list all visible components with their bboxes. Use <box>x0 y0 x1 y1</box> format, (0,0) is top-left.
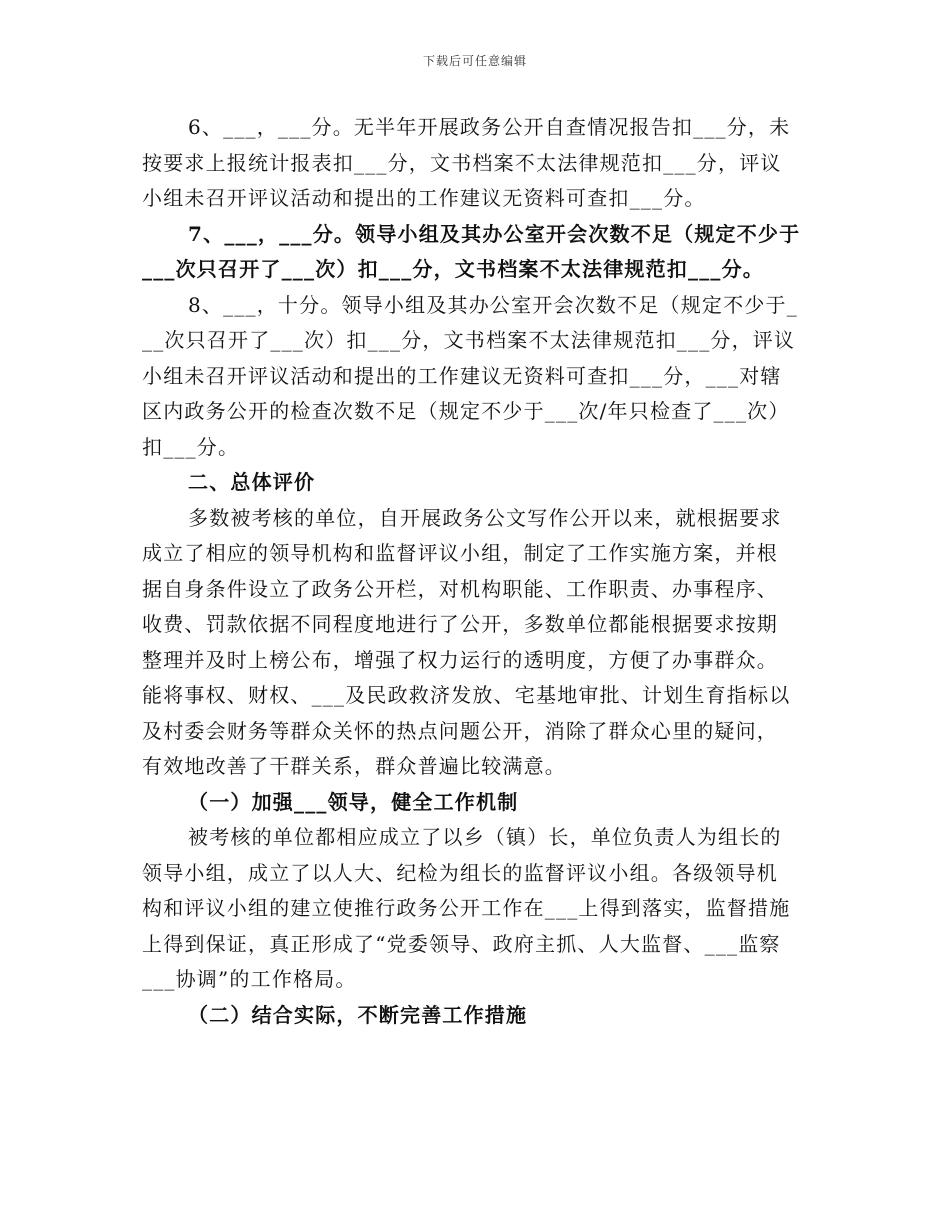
text-line <box>142 856 810 892</box>
download-note: 下载后可任意编辑 <box>422 54 527 68</box>
text-line <box>142 607 810 643</box>
eval-line-4: 收费、罚款依据不同程度地进行了公开，多数单位都能根据要求按期 <box>142 612 778 636</box>
section-heading-text: 二、总体评价 <box>188 470 316 494</box>
text-line <box>142 927 810 963</box>
item-8-line-2: __次只召开了___次）扣___分，文书档案不太法律规范扣___分，评议 <box>142 328 796 352</box>
text-line <box>142 678 810 714</box>
text-line <box>142 323 810 359</box>
item-6-line-3: 小组未召开评议活动和提出的工作建议无资料可查扣___分。 <box>142 186 706 210</box>
text-line <box>142 288 810 324</box>
eval-line-5: 整理并及时上榜公布，增强了权力运行的透明度，方便了办事群众。 <box>142 647 778 672</box>
text-line <box>142 394 810 430</box>
text-line <box>142 749 810 785</box>
item-7-line-1: 7、___，___分。领导小组及其办公室开会次数不足（规定不少于 <box>188 221 801 246</box>
text-line <box>142 252 810 288</box>
text-line <box>142 536 810 572</box>
text-line <box>142 891 810 927</box>
item-8-line-3: 小组未召开评议活动和提出的工作建议无资料可查扣___分，___对辖 <box>142 363 782 388</box>
paragraph-subsection-1 <box>142 820 810 998</box>
section-heading <box>142 465 810 501</box>
document-body <box>142 110 810 1033</box>
text-line <box>142 217 810 253</box>
text-line <box>142 643 810 679</box>
text-line <box>142 572 810 608</box>
text-line <box>142 820 810 856</box>
subsection-heading <box>142 998 810 1034</box>
text-line <box>142 501 810 537</box>
item-7-line-2: ___次只召开了___次）扣___分，文书档案不太法律规范扣___分。 <box>142 257 764 281</box>
eval-line-7: 及村委会财务等群众关怀的热点问题公开，消除了群众心里的疑问， <box>142 718 778 743</box>
text-line <box>142 146 810 182</box>
subsection-2-title: （二）结合实际，不断完善工作措施 <box>188 1002 528 1027</box>
item-8-line-5: 扣___分。 <box>142 434 240 459</box>
sub1-line-1: 被考核的单位都相应成立了以乡（镇）长，单位负责人为组长的 <box>188 825 782 849</box>
text-line <box>142 430 810 466</box>
sub1-line-5: ___协调”的工作格局。 <box>142 967 357 991</box>
eval-line-3: 据自身条件设立了政务公开栏，对机构职能、工作职责、办事程序、 <box>142 576 778 601</box>
text-line <box>142 181 810 217</box>
sub1-line-2: 领导小组，成立了以人大、纪检为组长的监督评议小组。各级领导机 <box>142 860 778 885</box>
text-line <box>142 110 810 146</box>
paragraph-item-8 <box>142 288 810 466</box>
text-line <box>142 714 810 750</box>
item-6-line-2: 按要求上报统计报表扣___分，文书档案不太法律规范扣___分，评议 <box>142 150 782 175</box>
text-line <box>142 962 810 998</box>
text-line <box>142 359 810 395</box>
item-8-line-4: 区内政务公开的检查次数不足（规定不少于___次/年只检查了___次） <box>142 399 790 423</box>
item-6-line-1: 6、___，___分。无半年开展政务公开自查情况报告扣___分，未 <box>188 115 791 139</box>
paragraph-evaluation <box>142 501 810 785</box>
eval-line-1: 多数被考核的单位，自开展政务公文写作公开以来，就根据要求 <box>188 505 782 530</box>
item-8-line-1: 8、___，十分。领导小组及其办公室开会次数不足（规定不少于_ <box>188 292 798 317</box>
subsection-heading <box>142 785 810 821</box>
sub1-line-4: 上得到保证，真正形成了“党委领导、政府主抓、人大监督、___监察 <box>142 931 781 956</box>
paragraph-item-7 <box>142 217 810 288</box>
paragraph-item-6 <box>142 110 810 217</box>
subsection-1-title: （一）加强___领导，健全工作机制 <box>188 789 519 814</box>
eval-line-6: 能将事权、财权、___及民政救济发放、宅基地审批、计划生育指标以 <box>142 683 791 707</box>
eval-line-8: 有效地改善了干群关系，群众普遍比较满意。 <box>142 754 566 778</box>
sub1-line-3: 构和评议小组的建立使推行政务公开工作在___上得到落实，监督措施 <box>142 896 791 920</box>
eval-line-2: 成立了相应的领导机构和监督评议小组，制定了工作实施方案，并根 <box>142 541 778 565</box>
